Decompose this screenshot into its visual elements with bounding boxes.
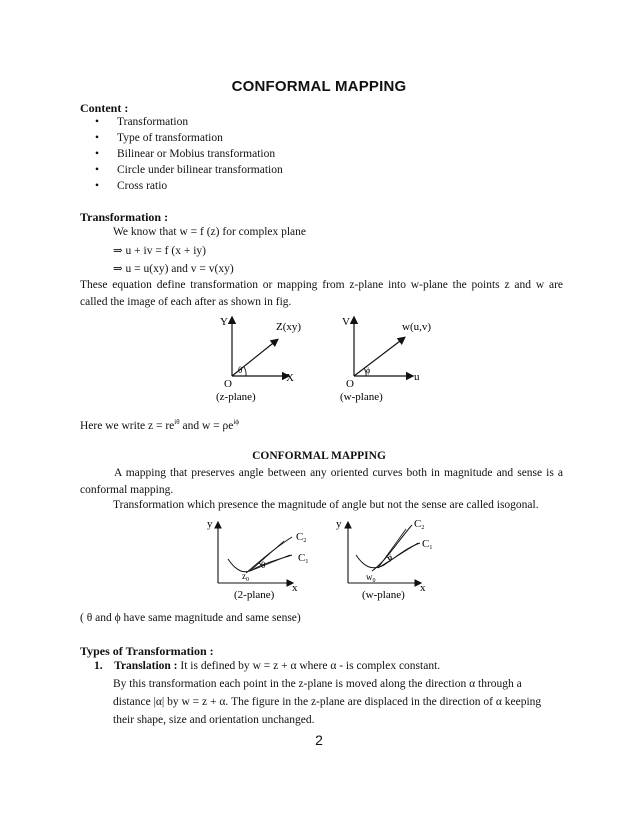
u-axis-label: u: [414, 371, 420, 383]
polar-form-line: Here we write $z = re^{i\theta}$ and $w = \rho e^{i\phi}$: [80, 418, 239, 432]
tangent-c1: [378, 543, 418, 568]
vector-w: [354, 338, 404, 376]
angle-label: θ: [261, 560, 266, 570]
c1-label: C1: [298, 552, 309, 565]
page-number: 2: [315, 732, 323, 748]
y-axis-label: Y: [220, 316, 228, 328]
y-axis-label: y: [207, 518, 213, 530]
angle-note: ( θ and ϕ have same magnitude and same sense): [80, 612, 301, 624]
list-item: • Bilinear or Mobius transformation: [95, 148, 276, 160]
point-label: w(u,v): [402, 321, 432, 333]
list-item: • Type of transformation: [95, 132, 223, 144]
page-title: CONFORMAL MAPPING: [231, 78, 407, 95]
transformation-line1: We know that w = f (z) for complex plane: [113, 226, 307, 238]
caption: (w-plane): [362, 589, 405, 601]
origin-label: O: [224, 378, 232, 390]
point-label: Z(xy): [276, 321, 302, 333]
x-axis-label: X: [286, 372, 294, 384]
content-heading: Content :: [80, 101, 129, 115]
figure-planes: [200, 312, 440, 408]
v-axis-label: V: [342, 316, 350, 328]
c2-label: C2: [414, 518, 425, 531]
w-plane-diagram: [340, 316, 431, 403]
tangent-c2: [378, 529, 406, 568]
translation-explanation-3: their shape, size and orientation unchanged.: [113, 714, 315, 726]
conformal-heading: CONFORMAL MAPPING: [252, 450, 386, 462]
point-label: $w_0$: [366, 572, 376, 584]
transformation-eq3: ⇒ u = u(xy) and v = v(xy): [113, 263, 234, 275]
conformal-definition: A mapping that preserves angle between any oriented curves both in magnitude and sense is a conformal mapping.: [80, 467, 563, 496]
z-plane-diagram: [216, 316, 301, 403]
c1-label: C1: [422, 538, 433, 551]
caption: (z-plane): [216, 391, 256, 403]
transformation-heading: Transformation :: [80, 210, 169, 224]
c2-label: C2: [296, 531, 307, 544]
x-axis-label: x: [420, 582, 426, 594]
translation-definition: 1. Translation : It is defined by w = z + α where α - is complex constant.: [94, 660, 441, 672]
content-list: [95, 116, 283, 196]
x-axis-label: x: [292, 582, 298, 594]
transformation-eq2: ⇒ u + iv = f (x + iy): [113, 245, 206, 257]
angle-label: ϕ: [366, 366, 371, 375]
caption: (w-plane): [340, 391, 383, 403]
translation-explanation-1: By this transformation each point in the z-plane is moved along the direction α through a: [113, 678, 522, 690]
curves-right-diagram: [336, 518, 432, 601]
list-item: • Transformation: [95, 116, 189, 128]
transformation-paragraph: These equation define transformation or mapping from z-plane into w-plane the points z and w are called the image of each after as shown in fig.: [80, 279, 563, 308]
tangent-c2: [250, 541, 284, 571]
curves-left-diagram: [207, 518, 308, 601]
list-item: • Cross ratio: [95, 180, 168, 192]
translation-explanation-2: distance |α| by w = z + α. The figure in the z-plane are displaced in the direction of α keeping: [113, 696, 542, 708]
curve-c2: [246, 537, 292, 573]
angle-label: θ: [238, 365, 243, 375]
figure-curves: [200, 515, 445, 607]
point-label: $z_0$: [242, 571, 249, 583]
y-axis-label: y: [336, 518, 342, 530]
list-item: • Circle under bilinear transformation: [95, 164, 283, 176]
caption: (2-plane): [234, 589, 275, 601]
types-heading: Types of Transformation :: [80, 644, 214, 658]
angle-arc: [244, 367, 246, 376]
tangent-c1: [250, 555, 290, 571]
origin-label: O: [346, 378, 354, 390]
angle-label: ϕ: [388, 553, 393, 562]
isogonal-definition: Transformation which presence the magnitude of angle but not the sense are called isogonal.: [113, 499, 539, 511]
